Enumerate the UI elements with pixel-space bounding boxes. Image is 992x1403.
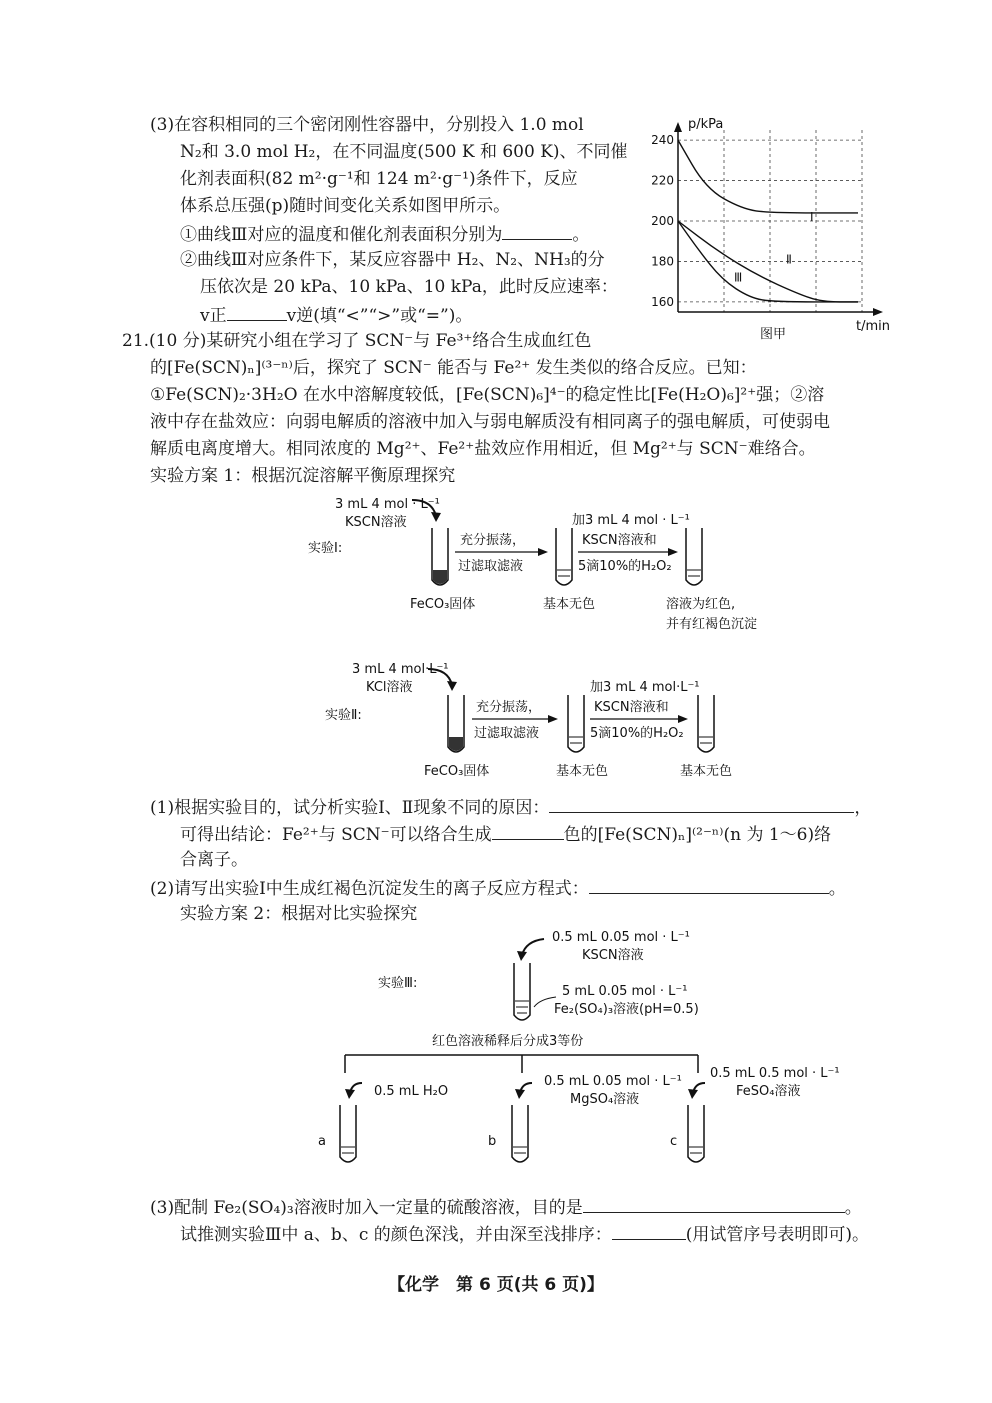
y-tick-label: 220 [651, 173, 674, 188]
plan1-heading: 实验方案 1：根据沉淀溶解平衡原理探究 [150, 466, 456, 486]
exp1-final-result2: 并有红褐色沉淀 [666, 617, 758, 632]
answer-blank[interactable] [589, 875, 829, 894]
exp1-arrow-top: 充分振荡， [460, 533, 526, 548]
pointer-line [534, 997, 556, 1007]
exp2-mid-result: 基本无色 [556, 764, 609, 779]
q3b-line-b [180, 1221, 869, 1247]
arrowhead [517, 951, 527, 961]
exp1-final-result1: 溶液为红色, [666, 597, 736, 612]
arrowhead [688, 1089, 698, 1099]
q3-line3: 化剂表面积(82 m²·g⁻¹和 124 m²·g⁻¹)条件下，反应 [180, 169, 578, 189]
q1-line-c: 合离子。 [180, 850, 248, 870]
x-axis-arrow [873, 308, 883, 316]
test-tube-b [512, 1105, 528, 1162]
exp2-add-bottom: 5滴10%的H₂O₂ [590, 726, 684, 741]
test-tube-1 [448, 695, 464, 752]
q21-line5: 解质电离度增大。相同浓度的 Mg²⁺、Fe²⁺盐效应作用相近，但 Mg²⁺与 SCN⁻难络合。 [150, 439, 816, 459]
test-tube-a [340, 1105, 356, 1162]
q21-line1: 21.(10 分)某研究小组在学习了 SCN⁻与 Fe³⁺络合生成血红色 [122, 331, 592, 351]
tube-b-label: b [488, 1134, 497, 1149]
exp1-add-bottom: 5滴10%的H₂O₂ [578, 559, 672, 574]
y-tick-label: 200 [651, 214, 674, 228]
exp1-reagent-name: KSCN溶液 [345, 515, 407, 530]
q3-line2: N₂和 3.0 mol H₂，在不同温度(500 K 和 600 K)、不同催 [180, 142, 628, 162]
q21-line2: 的[Fe(SCN)ₙ]⁽³⁻ⁿ⁾后，探究了 SCN⁻ 能否与 Fe²⁺ 发生类似的络合反应。已知： [150, 358, 757, 378]
exp1-reagent-top: 3 mL 4 mol · L⁻¹ [335, 497, 440, 512]
answer-blank[interactable] [612, 1221, 686, 1240]
test-tube-main [514, 963, 530, 1020]
answer-blank[interactable] [227, 302, 287, 321]
q3-sub1-text: ①曲线Ⅲ对应的温度和催化剂表面积分别为 [180, 225, 503, 245]
q3-sub2c-mid: v逆(填“<”“>”或“=”)。 [286, 306, 473, 326]
test-tube-3 [698, 695, 714, 752]
arrowhead [345, 1089, 355, 1099]
exp3-tube-content2: Fe₂(SO₄)₃溶液(pH=0.5) [554, 1002, 699, 1017]
q3-line1: (3)在容积相同的三个密闭刚性容器中，分别投入 1.0 mol [150, 115, 584, 135]
exp1-arrow-bottom: 过滤取滤液 [458, 559, 524, 574]
test-tube-2 [556, 528, 572, 585]
series-line-1 [678, 140, 858, 213]
tube-c-label: c [670, 1134, 678, 1149]
chart-grid [678, 130, 862, 312]
exp3-split: 红色溶液稀释后分成3等份 [432, 1034, 584, 1049]
arrowhead [431, 512, 441, 522]
exp1-add-mid: KSCN溶液和 [582, 533, 657, 548]
q2-line [150, 875, 846, 901]
exp1-mid-result: 基本无色 [543, 597, 596, 612]
exp3-b-reagent1: 0.5 mL 0.05 mol · L⁻¹ [544, 1074, 682, 1089]
arrowhead [538, 548, 548, 556]
q2-end: 。 [828, 879, 846, 899]
tube-a-label: a [318, 1134, 326, 1149]
test-tube-3 [686, 528, 702, 585]
arrowhead [668, 548, 678, 556]
answer-blank[interactable] [492, 821, 564, 840]
exp1-label: 实验Ⅰ: [308, 541, 343, 556]
answer-blank[interactable] [583, 1194, 845, 1213]
q1-b-pre: 可得出结论：Fe²⁺与 SCN⁻可以络合生成 [180, 825, 492, 845]
q3-sub1-end: 。 [572, 225, 590, 245]
exp3-label: 实验Ⅲ: [378, 976, 418, 991]
q21-line4: 液中存在盐效应：向弱电解质的溶液中加入与弱电解质没有相同离子的强电解质，可使弱电 [150, 412, 830, 432]
q1-b-post: 色的[Fe(SCN)ₙ]⁽²⁻ⁿ⁾(n 为 1～6)络 [563, 825, 832, 845]
pressure-chart [640, 110, 900, 350]
exp2-reagent-top: 3 mL 4 mol·L⁻¹ [352, 662, 449, 677]
exp2-add-top: 加3 mL 4 mol·L⁻¹ [590, 680, 700, 695]
arrowhead [548, 715, 558, 723]
y-axis-arrow [674, 122, 682, 132]
exp3-c-reagent1: 0.5 mL 0.5 mol · L⁻¹ [710, 1066, 840, 1081]
y-tick-label: 180 [651, 254, 674, 269]
exp3-c-reagent2: FeSO₄溶液 [736, 1084, 801, 1099]
series-label-1: Ⅰ [810, 210, 814, 224]
exp2-arrow-bottom: 过滤取滤液 [474, 726, 540, 741]
series-label-2: Ⅱ [786, 252, 792, 267]
y-tick-label: 160 [651, 294, 674, 309]
exp2-reagent-name: KCl溶液 [366, 680, 413, 695]
q1-a-text: (1)根据实验目的，试分析实验Ⅰ、Ⅱ现象不同的原因： [150, 798, 550, 818]
q3b-a-text: (3)配制 Fe₂(SO₄)₃溶液时加入一定量的硫酸溶液，目的是 [150, 1198, 583, 1218]
exp3-tube-content1: 5 mL 0.05 mol · L⁻¹ [562, 984, 688, 999]
q3b-a-end: 。 [844, 1198, 862, 1218]
experiment-3-diagram [300, 925, 860, 1175]
q3-sub2c-pre: v正 [200, 306, 227, 326]
q1-line-b [180, 821, 831, 847]
exp2-label: 实验Ⅱ: [325, 708, 362, 723]
plan2-heading: 实验方案 2：根据对比实验探究 [180, 904, 418, 924]
exp3-top-reagent1: 0.5 mL 0.05 mol · L⁻¹ [552, 930, 690, 945]
exp2-solid: FeCO₃固体 [424, 764, 490, 779]
exp1-solid: FeCO₃固体 [410, 597, 476, 612]
q1-line-a [150, 794, 871, 820]
answer-blank[interactable] [502, 221, 572, 240]
exp3-a-reagent: 0.5 mL H₂O [374, 1084, 449, 1099]
q3-sub2b: 压依次是 20 kPa、10 kPa、10 kPa，此时反应速率： [200, 277, 618, 297]
q3-sub1 [180, 221, 589, 247]
q3-sub2a: ②曲线Ⅲ对应条件下，某反应容器中 H₂、N₂、NH₃的分 [180, 250, 605, 270]
exp2-final-result: 基本无色 [680, 764, 733, 779]
chart-title: 图甲 [760, 327, 787, 342]
exp2-add-mid: KSCN溶液和 [594, 700, 669, 715]
y-axis-label: p/kPa [688, 117, 724, 132]
q3-sub2c [200, 302, 472, 328]
arrowhead [678, 715, 688, 723]
y-ticks [651, 133, 674, 309]
q1-a-end: ， [854, 798, 872, 818]
series-label-3: Ⅲ [734, 270, 743, 285]
x-axis-label: t/min [856, 319, 890, 334]
arrowhead [447, 681, 457, 691]
exp2-arrow-top: 充分振荡， [476, 700, 542, 715]
y-tick-label: 240 [651, 133, 674, 148]
page-footer: 【化学 第 6 页(共 6 页)】 [388, 1275, 604, 1295]
q3b-b-pre: 试推测实验Ⅲ中 a、b、c 的颜色深浅，并由深至浅排序： [180, 1225, 612, 1245]
test-tube-c [688, 1105, 704, 1162]
experiment-2-diagram [300, 655, 780, 785]
test-tube-1 [432, 528, 448, 585]
q21-line3: ①Fe(SCN)₂·3H₂O 在水中溶解度较低，[Fe(SCN)₆]⁴⁻的稳定性比[Fe(H₂O)₆]²⁺强；②溶 [150, 385, 825, 405]
test-tube-2 [568, 695, 584, 752]
q3-line4: 体系总压强(p)随时间变化关系如图甲所示。 [180, 196, 511, 216]
exp1-add-top: 加3 mL 4 mol · L⁻¹ [572, 513, 690, 528]
q3b-line-a [150, 1194, 862, 1220]
q3b-b-post: (用试管序号表明即可)。 [685, 1225, 870, 1245]
q2-text: (2)请写出实验Ⅰ中生成红褐色沉淀发生的离子反应方程式： [150, 879, 589, 899]
arrowhead [515, 1089, 525, 1099]
exp3-top-reagent2: KSCN溶液 [582, 948, 644, 963]
experiment-1-diagram [300, 490, 780, 640]
exp3-b-reagent2: MgSO₄溶液 [570, 1092, 640, 1107]
answer-blank[interactable] [549, 794, 854, 813]
